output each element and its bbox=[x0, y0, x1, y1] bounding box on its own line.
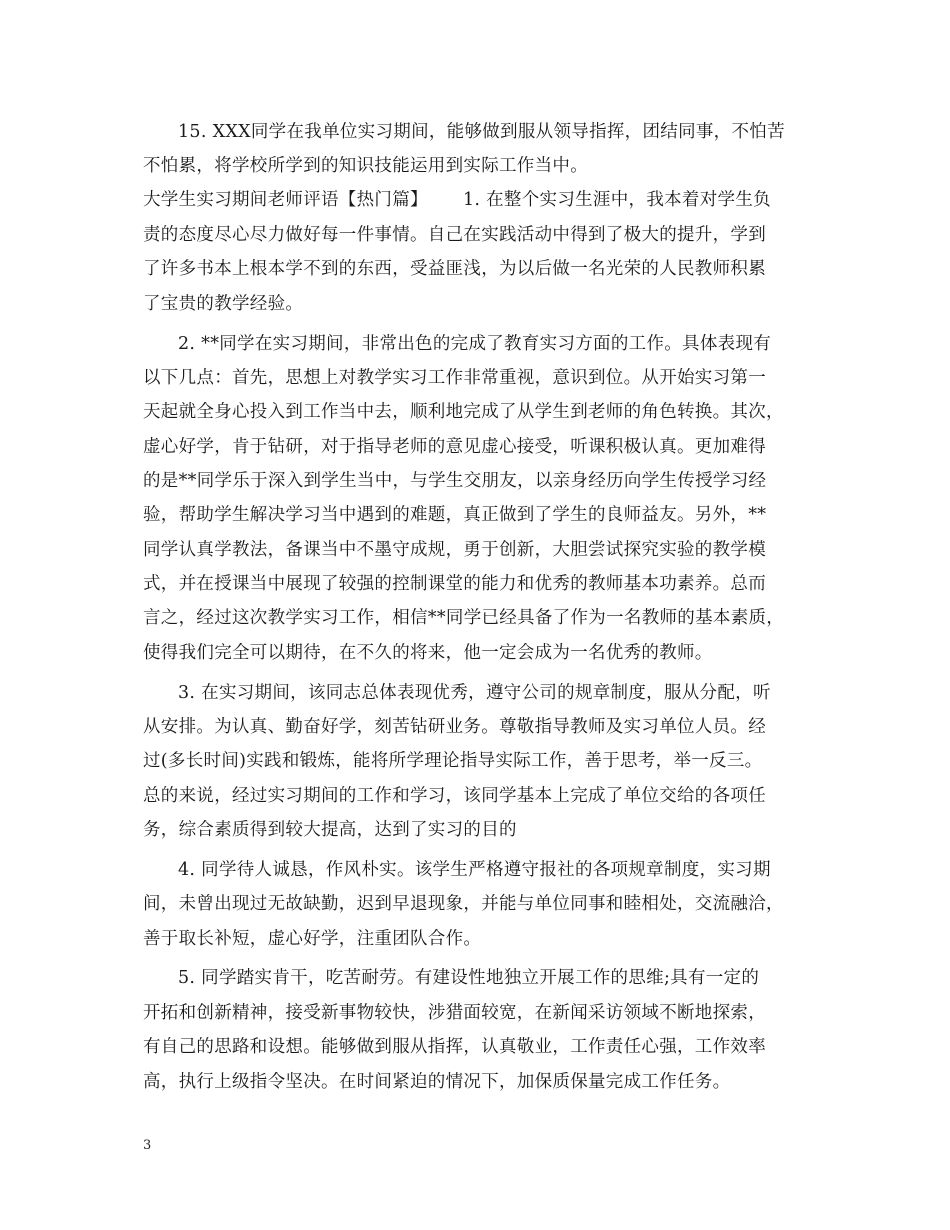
text-line: 务，综合素质得到较大提高，达到了实习的目的 bbox=[143, 820, 517, 840]
text-line: 不怕累，将学校所学到的知识技能运用到实际工作当中。 bbox=[143, 156, 588, 176]
text-line: 间，未曾出现过无故缺勤，迟到早退现象，并能与单位同事和睦相处，交流融洽， bbox=[143, 894, 784, 914]
text-line: 总的来说，经过实习期间的工作和学习，该同学基本上完成了单位交给的各项任 bbox=[143, 786, 766, 806]
text-line: 验，帮助学生解决学习当中遇到的难题，真正做到了学生的良师益友。另外，** bbox=[143, 505, 767, 525]
text-line: 虚心好学，肯于钻研，对于指导老师的意见虚心接受，听课积极认真。更加难得 bbox=[143, 437, 766, 457]
text-line: 开拓和创新精神，接受新事物较快，涉猎面较宽，在新闻采访领域不断地探索， bbox=[143, 1003, 766, 1023]
text-line: 责的态度尽心尽力做好每一件事情。自己在实践活动中得到了极大的提升，学到 bbox=[143, 225, 766, 245]
text-line: 善于取长补短，虚心好学，注重团队合作。 bbox=[143, 929, 482, 949]
text-line: 言之，经过这次教学实习工作，相信**同学已经具备了作为一名教师的基本素质， bbox=[143, 608, 785, 628]
text-line: 式，并在授课当中展现了较强的控制课堂的能力和优秀的教师基本功素养。总而 bbox=[143, 574, 766, 594]
text-line: 了许多书本上根本学不到的东西，受益匪浅，为以后做一名光荣的人民教师积累 bbox=[143, 259, 766, 279]
text-line: 15. XXX同学在我单位实习期间，能够做到服从领导指挥，团结同事，不怕苦 bbox=[178, 122, 785, 142]
text-line: 3. 在实习期间，该同志总体表现优秀，遵守公司的规章制度，服从分配，听 bbox=[178, 683, 771, 703]
text-line: 以下几点：首先，思想上对教学实习工作非常重视，意识到位。从开始实习第一 bbox=[143, 368, 766, 388]
text-line: 同学认真学教法，备课当中不墨守成规，勇于创新，大胆尝试探究实验的教学模 bbox=[143, 540, 766, 560]
text-line: 5. 同学踏实肯干，吃苦耐劳。有建设性地独立开展工作的思维;具有一定的 bbox=[178, 968, 760, 988]
text-line: 过(多长时间)实践和锻炼，能将所学理论指导实际工作，善于思考，举一反三。 bbox=[143, 751, 763, 771]
section-heading-line: 大学生实习期间老师评语【热门篇】 1. 在整个实习生涯中，我本着对学生负 bbox=[143, 190, 771, 210]
text-line: 2. **同学在实习期间，非常出色的完成了教育实习方面的工作。具体表现有 bbox=[178, 334, 772, 354]
text-line: 从安排。为认真、勤奋好学，刻苦钻研业务。尊敬指导教师及实习单位人员。经 bbox=[143, 717, 766, 737]
page-number: 3 bbox=[143, 1138, 152, 1153]
text-line: 的是**同学乐于深入到学生当中，与学生交朋友，以亲身经历向学生传授学习经 bbox=[143, 471, 767, 491]
text-line: 使得我们完全可以期待，在不久的将来，他一定会成为一名优秀的教师。 bbox=[143, 643, 713, 663]
text-line: 有自己的思路和设想。能够做到服从指挥，认真敬业，工作责任心强，工作效率 bbox=[143, 1037, 766, 1057]
text-line: 天起就全身心投入到工作当中去，顺利地完成了从学生到老师的角色转换。其次， bbox=[143, 402, 784, 422]
text-line: 了宝贵的教学经验。 bbox=[143, 294, 304, 314]
text-line: 4. 同学待人诚恳，作风朴实。该学生严格遵守报社的各项规章制度，实习期 bbox=[178, 860, 771, 880]
text-line: 高，执行上级指令坚决。在时间紧迫的情况下，加保质保量完成工作任务。 bbox=[143, 1072, 731, 1092]
